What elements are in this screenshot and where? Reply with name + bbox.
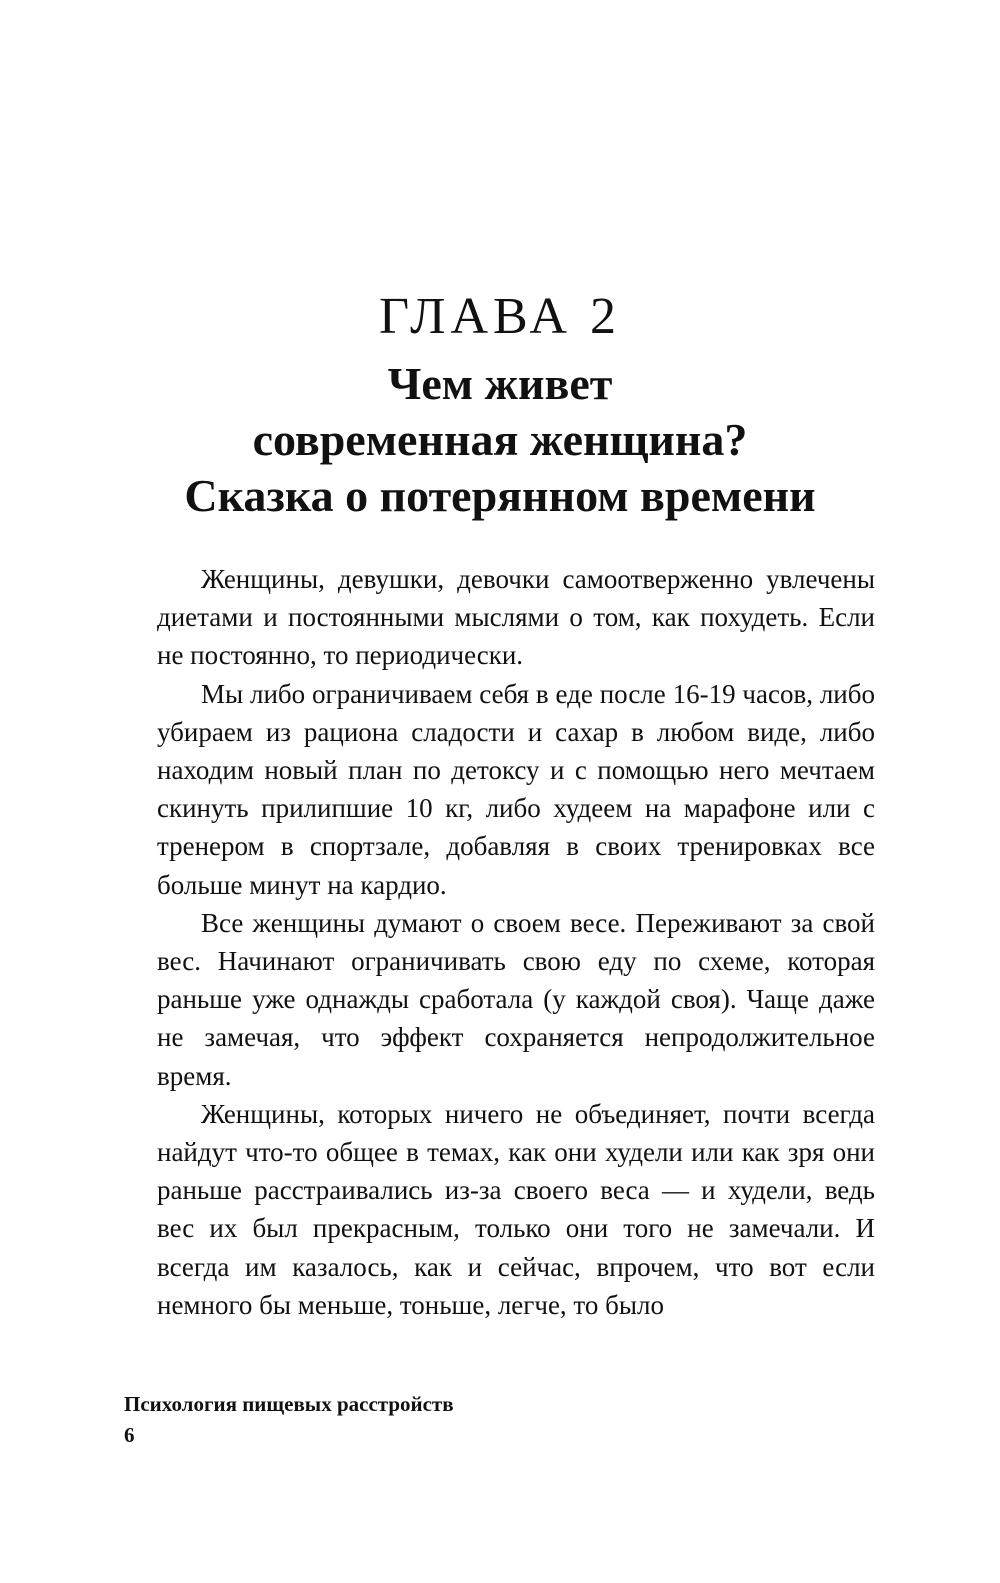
chapter-title-line: Чем живет — [387, 358, 613, 409]
chapter-label: ГЛАВА 2 — [379, 288, 621, 345]
paragraph: Мы либо ограничиваем себя в еде после 16-19 часов, либо убираем из рациона сладости и сахар в любом виде, либо находим новый план по детоксу и с помощью него мечтаем скинуть прилипшие 10 кг, либо худеем на марафоне или с тренером в спортзале, добавляя в своих тренировках все больше минут на кардио. — [157, 678, 875, 900]
chapter-title — [100, 356, 900, 524]
body-text — [157, 560, 875, 1324]
chapter-title-line: современная женщина? — [252, 414, 748, 465]
running-title: Психология пищевых расстройств — [124, 1392, 454, 1416]
page-number: 6 — [124, 1423, 135, 1447]
paragraph: Женщины, девушки, девочки самоотверженно увлечены диетами и постоянными мыслями о том, как похудеть. Если не постоянно, то периодически. — [157, 564, 875, 671]
chapter-heading — [100, 284, 900, 524]
paragraph: Женщины, которых ничего не объединяет, почти всегда найдут что-то общее в темах, как они худели или как зря они раньше расстраивались из-за своего веса — и худели, ведь вес их был прекрасным, только они того не замечали. И всегда им казалось, как и сейчас, впрочем, что вот если немного бы меньше, тоньше, легче, то было — [157, 1098, 875, 1320]
paragraph: Все женщины думают о своем весе. Переживают за свой вес. Начинают ограничивать свою еду по схеме, которая раньше уже однажды сработала (у каждой своя). Чаще даже не замечая, что эффект сохраняется непродолжительное время. — [157, 907, 875, 1091]
chapter-title-line: Сказка о потерянном времени — [184, 470, 816, 521]
